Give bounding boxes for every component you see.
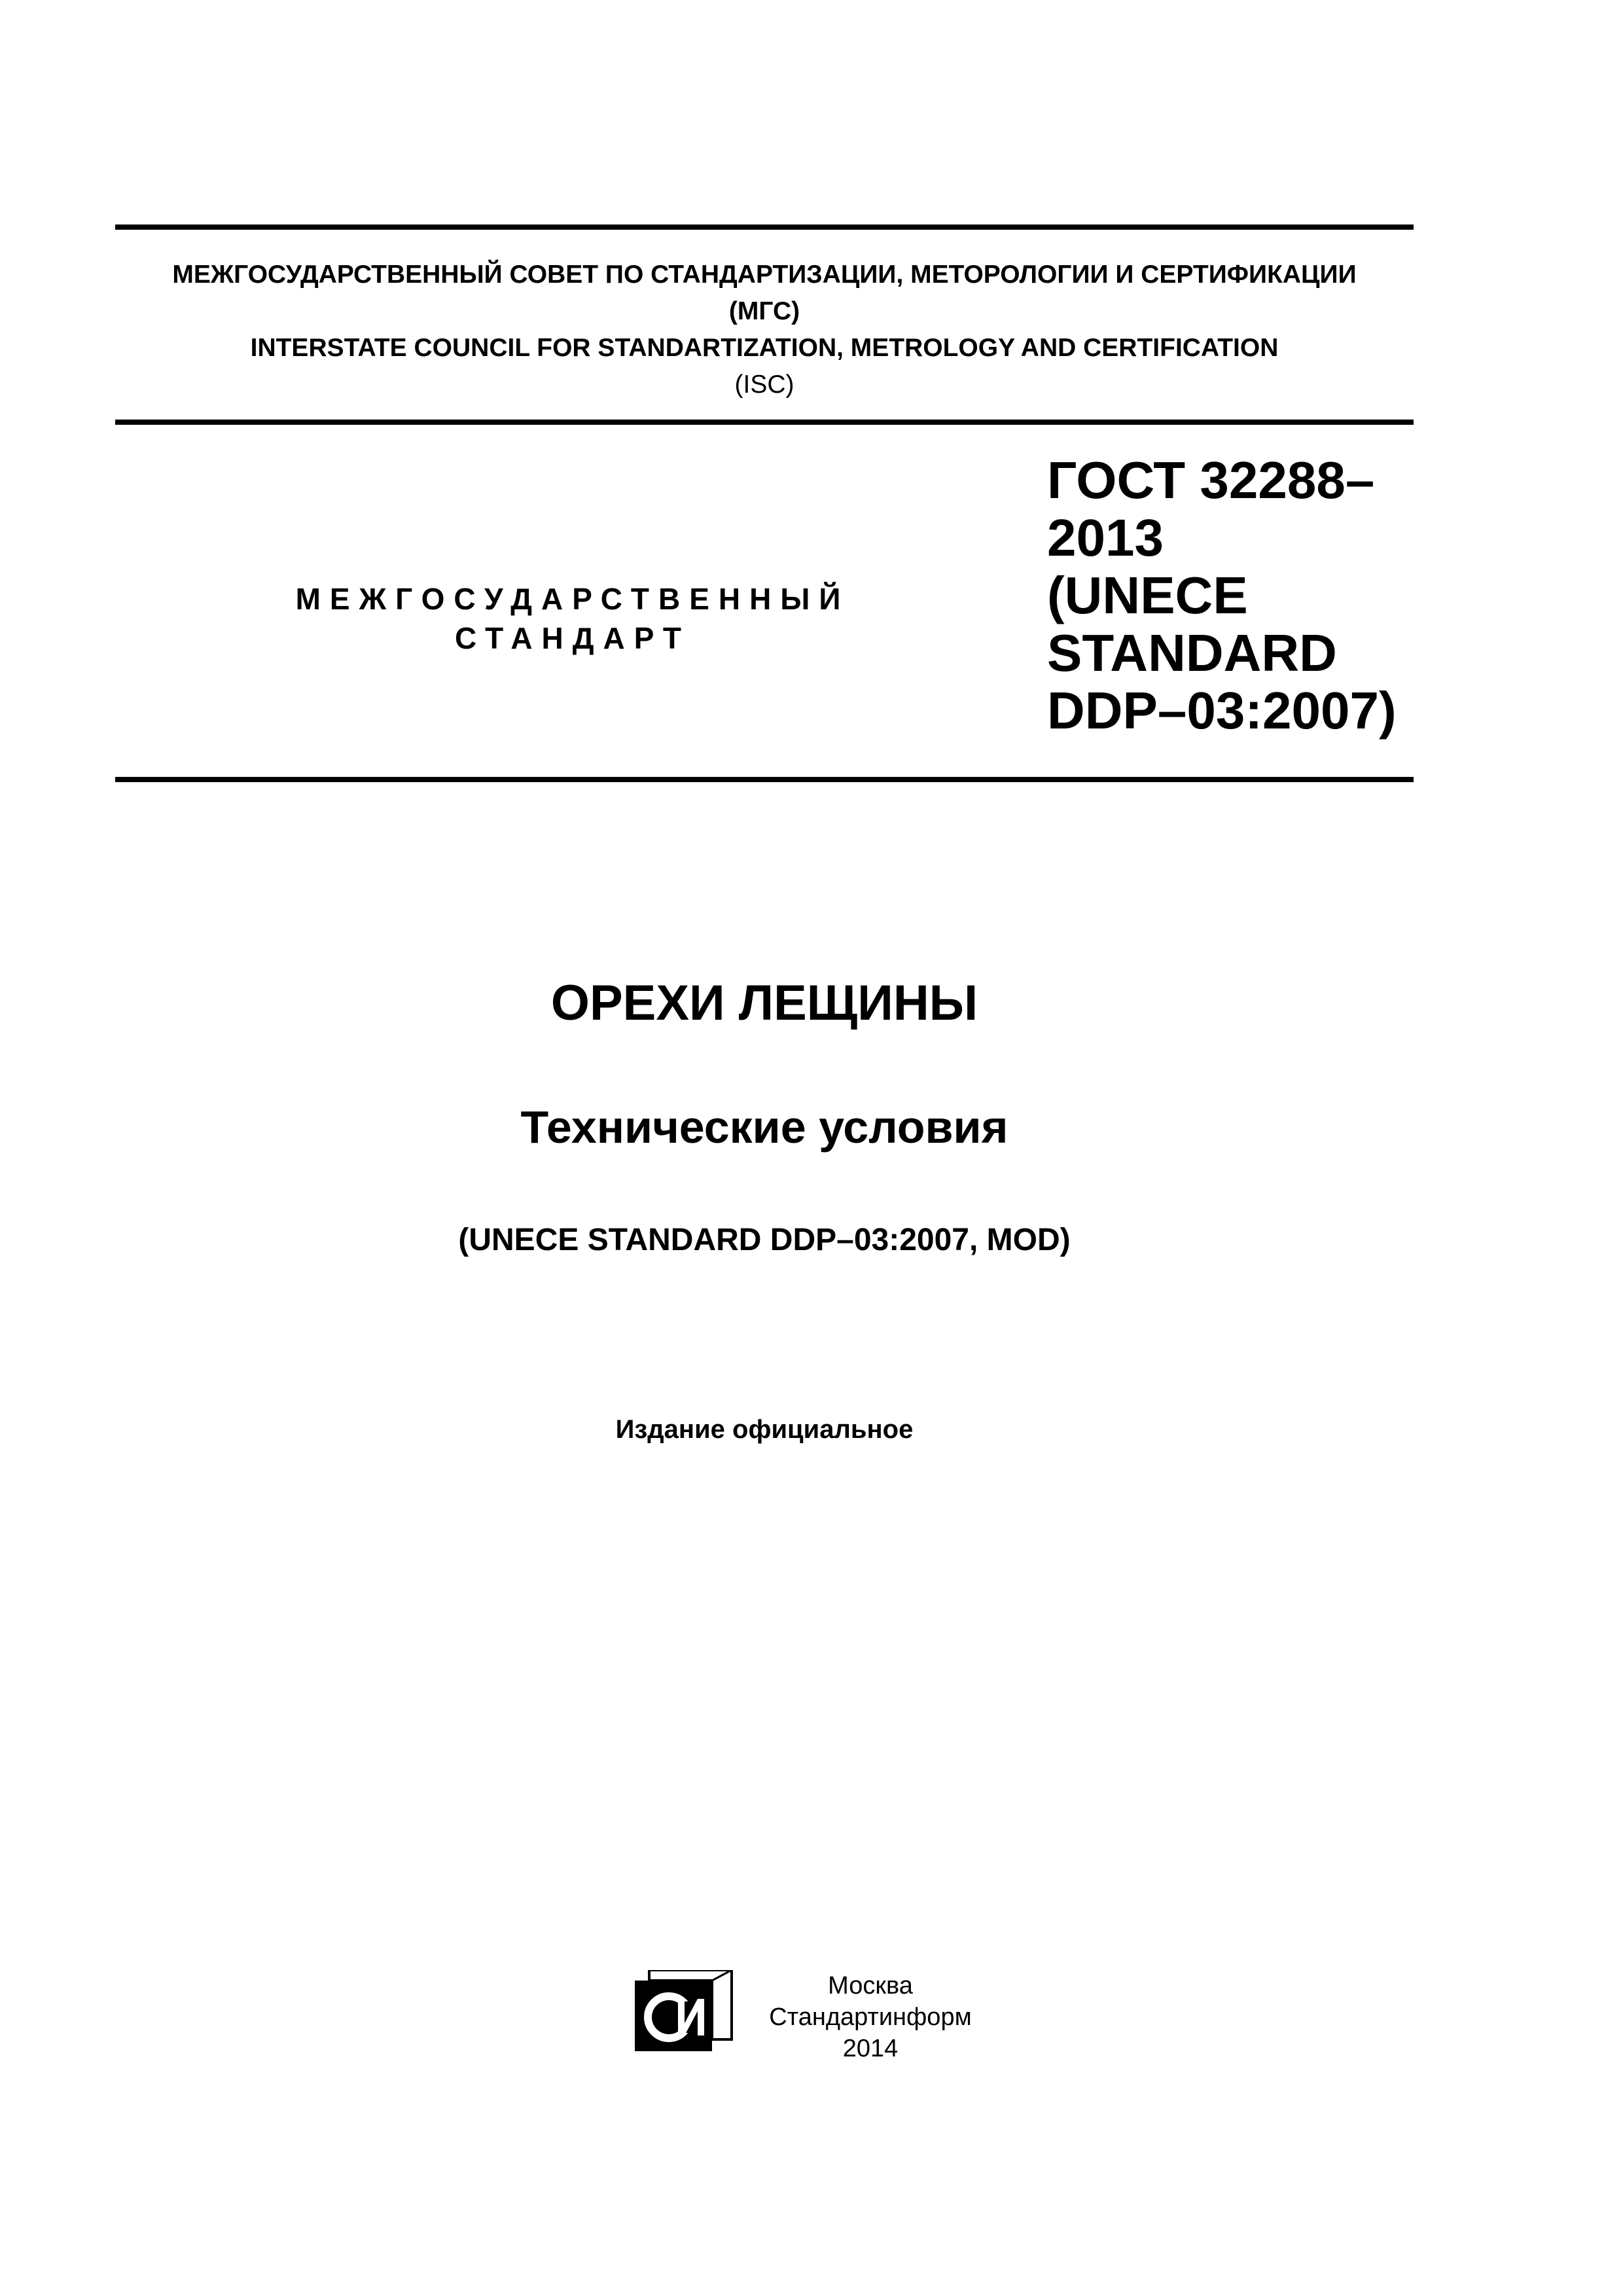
standard-number-line3: (UNECE (1047, 566, 1248, 624)
standartinform-logo-icon (633, 1970, 733, 2053)
standard-number-line5: DDP–03:2007) (1047, 681, 1397, 740)
council-name-ru: МЕЖГОСУДАРСТВЕННЫЙ СОВЕТ ПО СТАНДАРТИЗАЦИИ, МЕТОРОЛОГИИ И СЕРТИФИКАЦИИ (172, 260, 1357, 289)
standard-number-line4: STANDARD (1047, 624, 1337, 682)
edition-label: Издание официальное (615, 1415, 914, 1444)
publisher-year: 2014 (842, 2035, 899, 2062)
standard-number-line1: ГОСТ 32288– (1047, 451, 1375, 509)
publisher-name: Стандартинформ (769, 2003, 972, 2031)
publisher-city: Москва (828, 1972, 913, 2000)
council-header (115, 257, 1414, 403)
standard-number-line2: 2013 (1047, 509, 1164, 567)
council-abbr-ru: (МГС) (728, 297, 800, 325)
standard-type-line2: СТАНДАРТ (455, 621, 690, 655)
standard-number (1047, 452, 1400, 740)
top-divider (115, 224, 1414, 230)
bottom-divider (115, 777, 1414, 782)
document-title: ОРЕХИ ЛЕЩИНЫ (550, 975, 978, 1031)
document-subtitle: Технические условия (520, 1102, 1008, 1153)
standard-type-line1: МЕЖГОСУДАРСТВЕННЫЙ (295, 582, 850, 616)
publisher-info (746, 1970, 995, 2064)
standard-type (281, 579, 864, 658)
modification-reference: (UNECE STANDARD DDP–03:2007, MOD) (458, 1223, 1071, 1257)
council-abbr-en: (ISC) (734, 370, 794, 399)
middle-divider (115, 420, 1414, 425)
council-name-en: INTERSTATE COUNCIL FOR STANDARTIZATION, METROLOGY AND CERTIFICATION (250, 334, 1279, 362)
